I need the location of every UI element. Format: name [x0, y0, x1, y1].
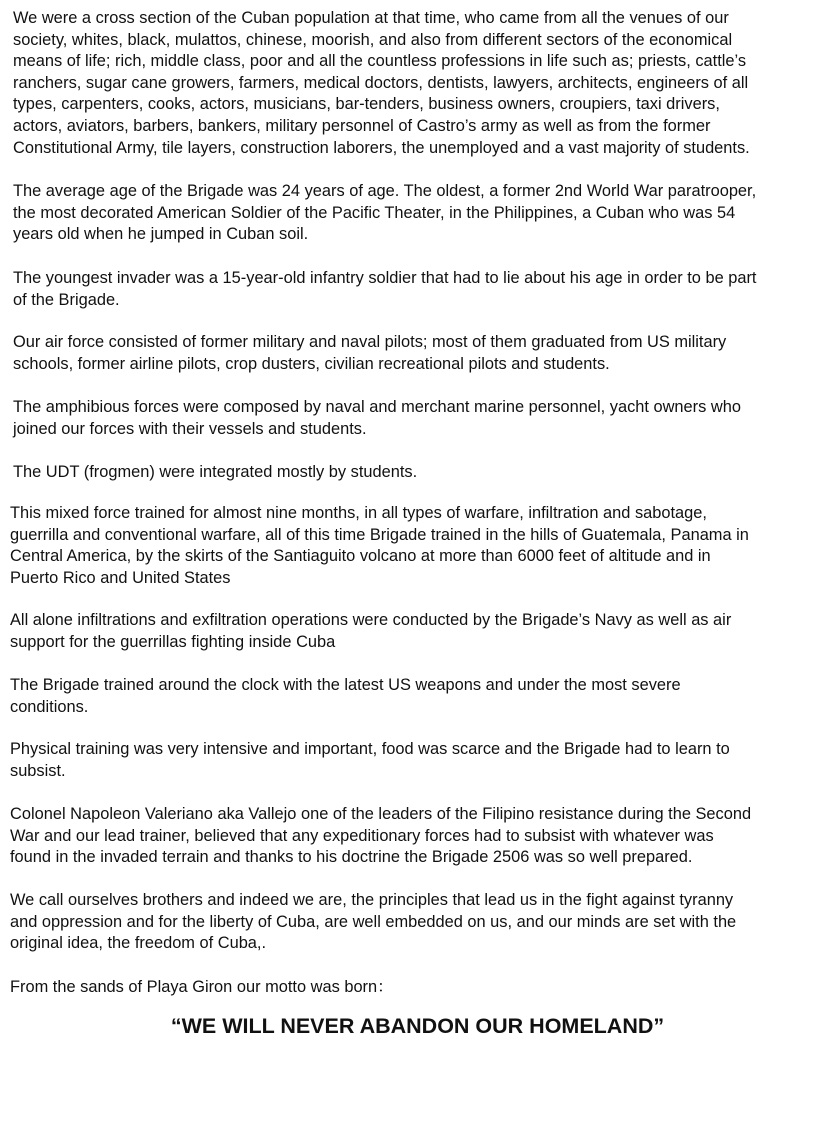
paragraph-around-the-clock: The Brigade trained around the clock with the latest US weapons and under the most severe conditions.	[10, 676, 681, 716]
motto-heading: “WE WILL NEVER ABANDON OUR HOMELAND”	[170, 1014, 665, 1038]
paragraph-playa-giron: From the sands of Playa Giron our motto was born：	[10, 978, 394, 996]
paragraph-infiltrations: All alone infiltrations and exfiltration operations were conducted by the Brigade’s Navy as well as air support for the guerrillas fighting inside Cuba	[10, 611, 732, 651]
paragraph-colonel-valeriano: Colonel Napoleon Valeriano aka Vallejo one of the leaders of the Filipino resistance during the Second War and our lead trainer, believed that any expeditionary forces had to subsist with whatever was found in the invaded terrain and thanks to his doctrine the Brigade 2506 was so well prepared.	[10, 805, 752, 867]
paragraph-training: This mixed force trained for almost nine months, in all types of warfare, infiltration and sabotage, guerrilla and conventional warfare, all of this time Brigade trained in the hills of Guatemala, Panama in Central America, by the skirts of the Santiaguito volcano at more than 6000 feet of altitude and in Puerto Rico and United States	[10, 504, 749, 587]
paragraph-air-force: Our air force consisted of former military and naval pilots; most of them graduated from US military schools, former airline pilots, crop dusters, civilian recreational pilots and students.	[13, 333, 727, 373]
paragraph-youngest-invader: The youngest invader was a 15-year-old infantry soldier that had to lie about his age in order to be part of the Brigade.	[13, 269, 757, 309]
paragraph-physical-training: Physical training was very intensive and important, food was scarce and the Brigade had to learn to subsist.	[10, 740, 730, 780]
paragraph-amphibious-forces: The amphibious forces were composed by naval and merchant marine personnel, yacht owners who joined our forces with their vessels and students.	[13, 398, 741, 438]
paragraph-udt-frogmen: The UDT (frogmen) were integrated mostly by students.	[13, 463, 418, 481]
paragraph-brigade-composition: We were a cross section of the Cuban population at that time, who came from all the venues of our society, whites, black, mulattos, chinese, moorish, and also from different sectors of the economical means of life; rich, middle class, poor and all the countless professions in life such as; priests, cattle’s ranchers, sugar cane growers, farmers, medical doctors, dentists, lawyers, architects, engineers of all types, carpenters, cooks, actors, musicians, bar-tenders, business owners, croupiers, taxi drivers, actors, aviators, barbers, bankers, military personnel of Castro’s army as well as from the former Constitutional Army, tile layers, construction laborers, the unemployed and a vast majority of students.	[13, 9, 750, 157]
paragraph-brothers: We call ourselves brothers and indeed we are, the principles that lead us in the fight against tyranny and oppression and for the liberty of Cuba, are well embedded on us, and our minds are set with the original idea, the freedom of Cuba,.	[10, 891, 737, 953]
paragraph-average-age: The average age of the Brigade was 24 years of age. The oldest, a former 2nd World War paratrooper, the most decorated American Soldier of the Pacific Theater, in the Philippines, a Cuban who was 54 years old when he jumped in Cuban soil.	[13, 182, 757, 244]
